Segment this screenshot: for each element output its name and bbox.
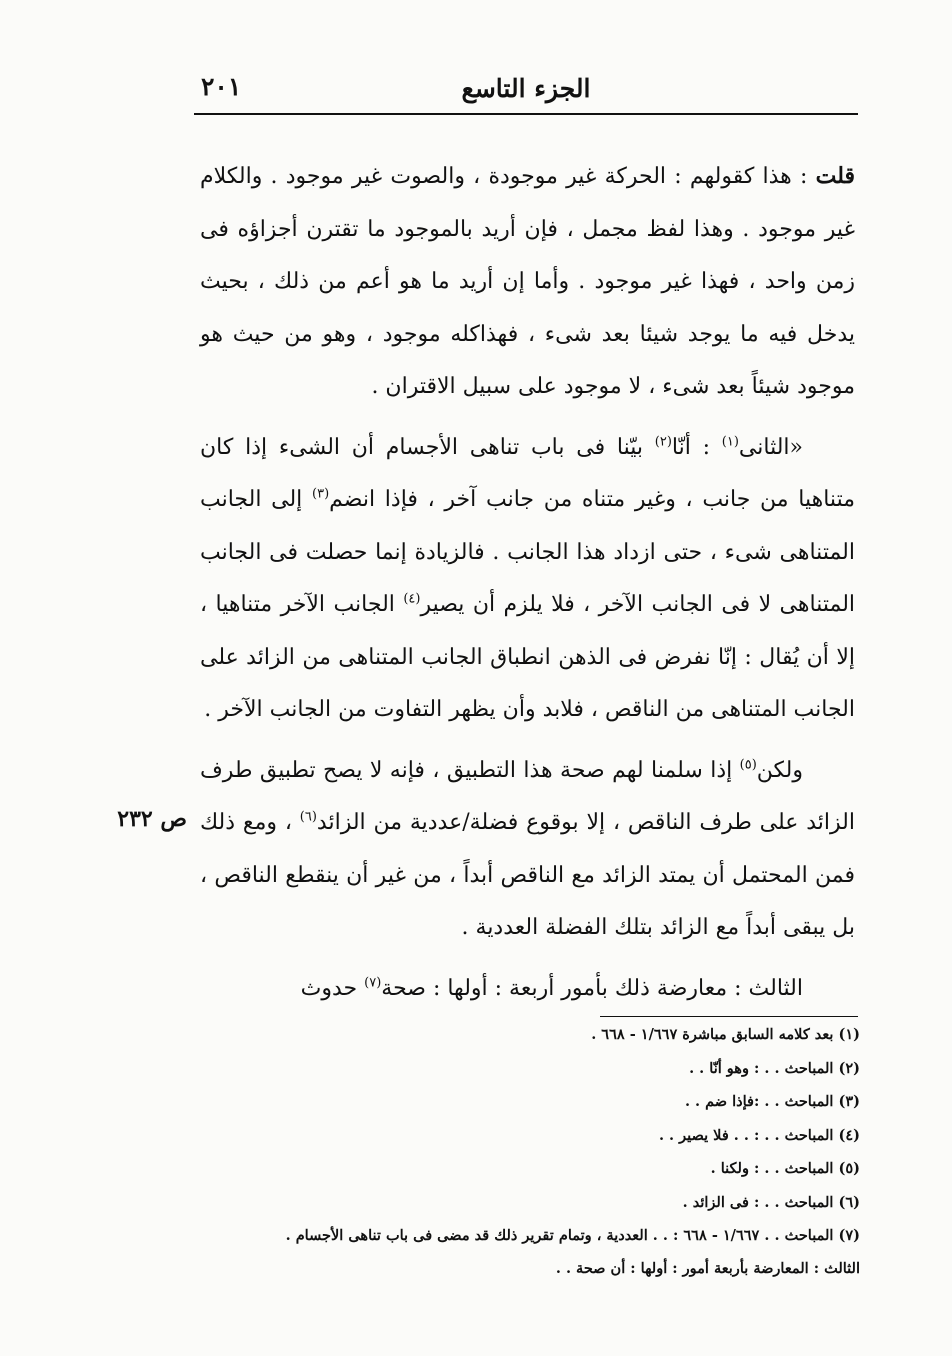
footnote-ref-3[interactable]: (٣) — [312, 486, 330, 502]
footnote-7: (٧) المباحث . . ١/٦٦٧ - ٦٦٨ : . . العددية ، وتمام تقرير ذلك قد مضى فى باب تناهى الأجسام . — [285, 1227, 860, 1244]
footnotes — [200, 1018, 860, 1284]
footnote-ref-4[interactable]: (٤) — [403, 591, 421, 607]
footnote-ref-7[interactable]: (٧) — [364, 975, 382, 991]
footnote-5: (٥) المباحث . . : ولكنا . — [710, 1160, 860, 1177]
main-text — [200, 150, 855, 1023]
footnote-4: (٤) المباحث . . : . . فلا يصير . . — [658, 1126, 860, 1144]
paragraph-lead-word: قلت — [815, 163, 855, 189]
footnote-ref-2[interactable]: (٢) — [654, 434, 672, 450]
footnote-1: (١) بعد كلامه السابق مباشرة ١/٦٦٧ - ٦٦٨ . — [591, 1026, 860, 1043]
paragraph-4-text-a: الثالث : معارضة ذلك بأمور أربعة : أولها : صحة — [381, 975, 803, 1001]
footnote-6: (٦) المباحث . . : فى الزائد . — [682, 1193, 860, 1211]
running-header — [195, 62, 857, 112]
footnote-continuation: الثالث : المعارضة بأربعة أمور : أولها : أن صحة . . — [555, 1259, 860, 1277]
paragraph-4 — [200, 963, 855, 1016]
paragraph-2-text-e: الجانب الآخر متناهيا ، إلا أن يُقال : إنّا نفرض فى الذهن انطباق الجانب المتناهى من الزائد على الجانب المتناهى من الناقص ، فلابد وأن يظهر التفاوت من الجانب الآخر . — [200, 592, 855, 722]
paragraph-2-text-c: بيّنا فى باب تناهى الأجسام أن الشىء إذا كان متناهيا من جانب ، وغير متناه من جانب آخر ، فإذا انضم — [200, 434, 855, 512]
footnote-ref-6[interactable]: (٦) — [299, 809, 317, 825]
paragraph-3-text-c: ، ومع ذلك فمن المحتمل أن يمتد الزائد مع الناقص أبداً ، من غير أن ينقطع الناقص ، بل يبقى أبداً مع الزائد بتلك الفضلة العددية . — [200, 810, 855, 940]
paragraph-2-text-b: : أنّا — [671, 434, 722, 460]
paragraph-2-text-d: إلى الجانب المتناهى شىء ، حتى ازداد هذا الجانب . فالزيادة إنما حصلت فى الجانب المتناهى لا فى الجانب الآخر ، فلا يلزم أن يصير — [200, 487, 856, 617]
margin-page-reference: ص ٢٣٢ — [117, 806, 187, 832]
paragraph-2 — [200, 422, 855, 737]
paragraph-2-text-a: «الثانى — [738, 434, 803, 460]
paragraph-1 — [200, 150, 855, 414]
footnote-ref-1[interactable]: (١) — [721, 434, 739, 450]
paragraph-3-text-b: إذا سلمنا لهم صحة هذا التطبيق ، فإنه لا يصح تطبيق طرف الزائد على طرف الناقص ، إلا بوقوع فضلة/عددية من الزائد — [200, 757, 855, 835]
running-title: الجزء التاسع — [461, 74, 591, 103]
header-rule — [194, 113, 858, 115]
paragraph-1-text: : هذا كقولهم : الحركة غير موجودة ، والصوت غير موجود . والكلام غير موجود . وهذا لفظ مجمل ، فإن أريد بالموجود ما تقترن أجزاؤه فى زمن واحد ، فهذا غير موجود . وأما إن أريد ما هو أعم من ذلك ، بحيث يدخل فيه ما يوجد شيئا بعد شىء ، فهذاكله موجود ، وهو من حيث هو موجود شيئاً بعد شىء ، لا موجود على سبيل الاقتران . — [200, 164, 855, 399]
paragraph-3 — [200, 745, 855, 955]
footnote-2: (٢) المباحث . . : وهو أنّا . . — [689, 1059, 860, 1077]
footnote-3: (٣) المباحث . . :فإذا ضم . . — [684, 1093, 860, 1110]
paragraph-4-text-b: حدوث — [300, 975, 365, 1001]
footnote-rule — [600, 1016, 858, 1017]
footnote-ref-5[interactable]: (٥) — [739, 757, 757, 773]
page-number: ٢٠١ — [201, 72, 242, 101]
paragraph-3-text-a: ولكن — [756, 757, 803, 783]
